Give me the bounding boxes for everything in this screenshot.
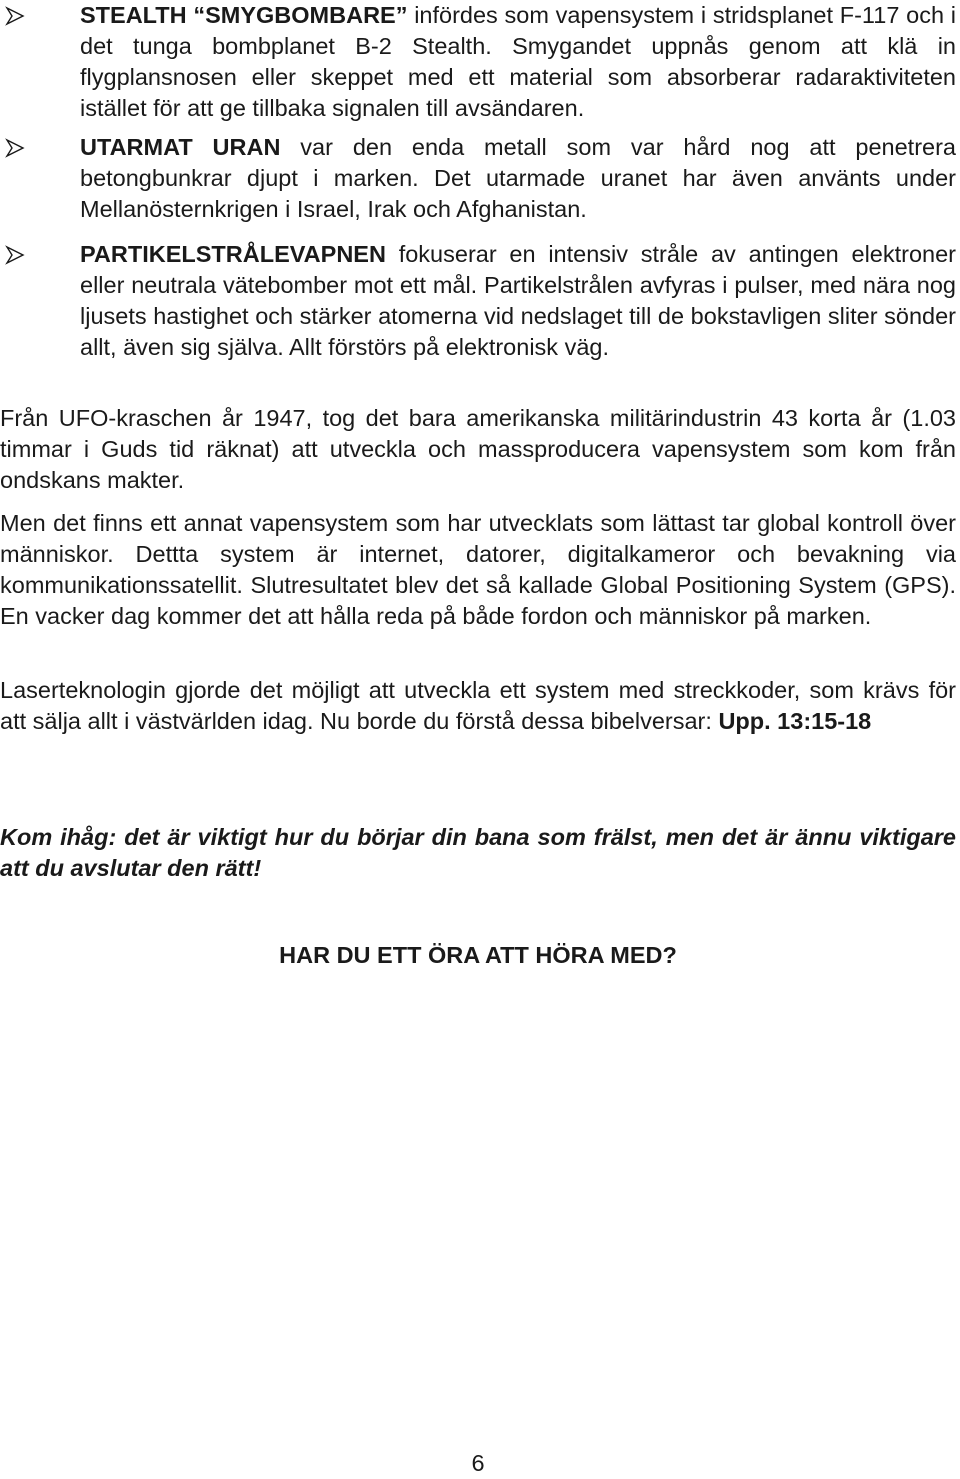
arrow-bullet-icon (4, 137, 26, 159)
bullet-text: fokuserar en intensiv stråle av antingen elektroner eller neutrala vätebomber mot ett mål. Partikelstrålen avfyras i pulser, med nära nog ljusets hastighet och stärker atomerna vid nedslaget till de bokstavligen sliter sönder allt, även sig själva. Allt förstörs på elektronisk väg. (80, 241, 956, 360)
arrow-bullet-icon (4, 244, 26, 266)
paragraph-laser (0, 675, 956, 737)
bullet-item-uran (0, 132, 956, 225)
bullet-term: STEALTH “SMYGBOMBARE” (80, 2, 408, 28)
bullet-item-partikel (0, 239, 956, 363)
bullet-text: infördes som vapensystem i stridsplanet F-117 och i det tunga bombplanet B-2 Stealth. Smygandet uppnås genom att klä in flygplansnosen eller skeppet med ett material som absorberar radaraktiviteten istället för att ge tillbaka signalen till avsändaren. (80, 2, 956, 121)
paragraph-ufo: Från UFO-kraschen år 1947, tog det bara amerikanska militärindustrin 43 korta år (1.03 timmar i Guds tid räknat) att utveckla och massproducera vapensystem som kom från ondskans makter. (0, 405, 956, 493)
closing-heading: HAR DU ETT ÖRA ATT HÖRA MED? (279, 942, 677, 968)
bible-reference: Upp. 13:15-18 (718, 708, 872, 734)
bullet-term: PARTIKELSTRÅLEVAPNEN (80, 241, 386, 267)
quote-text: Kom ihåg: det är viktigt hur du börjar din bana som frälst, men det är ännu viktigare att du avslutar den rätt! (0, 824, 956, 881)
laser-text: Laserteknologin gjorde det möjligt att utveckla ett system med streckkoder, som krävs för att sälja allt i västvärlden idag. Nu borde du förstå dessa bibelversar: (0, 677, 956, 734)
bullet-text: var den enda metall som var hård nog att penetrera betongbunkrar djupt i marken. Det utarmade uranet har även använts under Mellanösternkrigen i Israel, Irak och Afghanistan. (80, 134, 956, 222)
arrow-bullet-icon (4, 5, 26, 27)
paragraph-gps: Men det finns ett annat vapensystem som har utvecklats som lättast tar global kontroll över människor. Dettta system är internet, datorer, digitalkameror och bevakning via kommunikationssatellit. Slutresultatet blev det så kallade Global Positioning System (GPS). En vacker dag kommer det att hålla reda på både fordon och människor på marken. (0, 510, 956, 629)
bullet-term: UTARMAT URAN (80, 134, 281, 160)
bullet-item-stealth (0, 0, 956, 124)
page-number: 6 (471, 1450, 485, 1476)
